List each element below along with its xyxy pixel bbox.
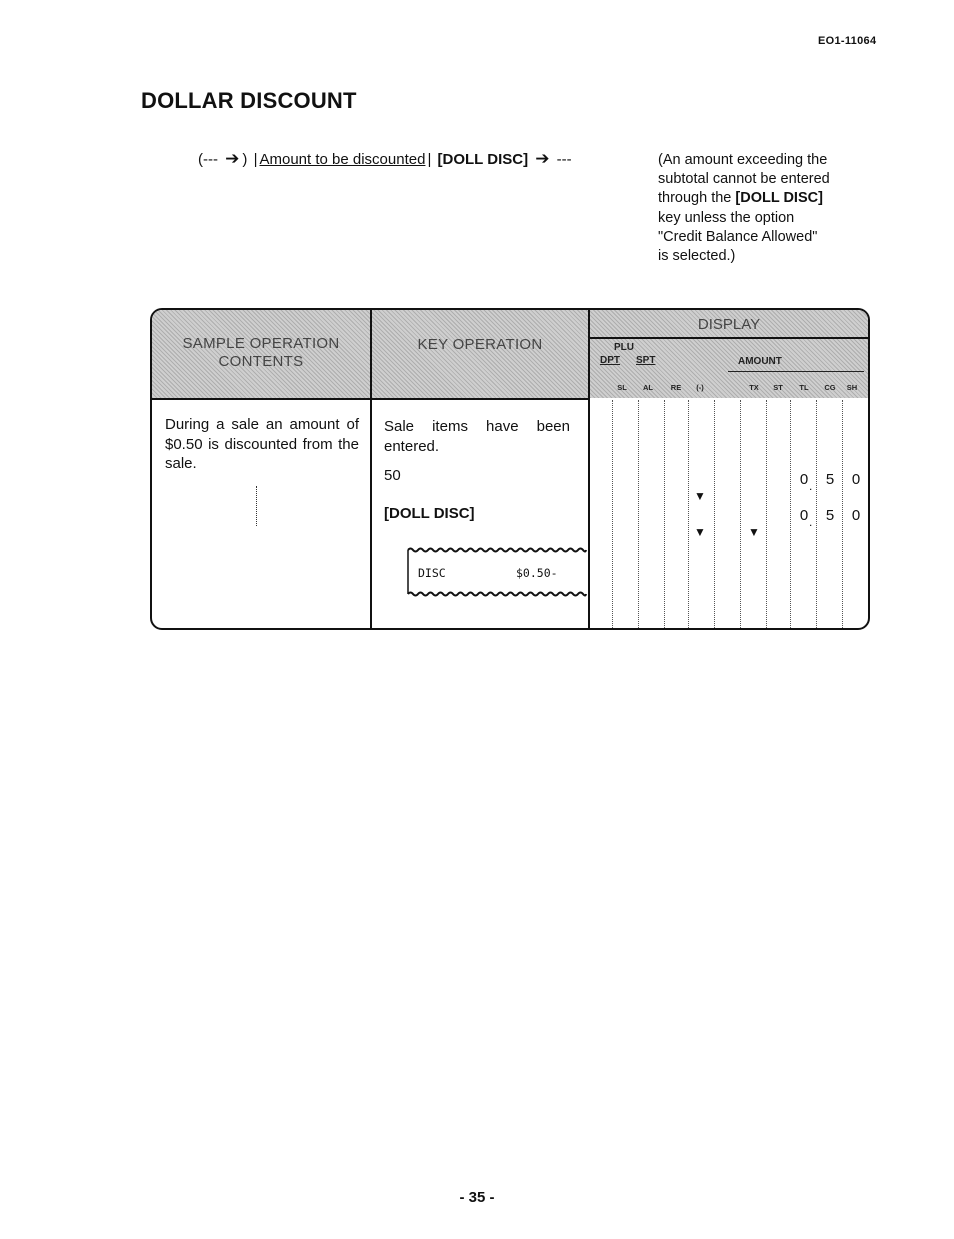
display-digit: 5 [825,507,835,524]
indicator-label: AL [643,383,653,392]
operation-table [150,308,870,630]
receipt-strip [406,538,588,604]
plu-label: PLU [614,342,634,353]
display-digit: 5 [825,471,835,488]
right-arrow-icon: ➔ [225,149,240,168]
sample-operation-column [152,310,372,628]
receipt-amount: $0.50- [516,566,558,580]
note-text: through the [658,190,736,207]
display-column-divider [714,400,715,628]
sample-description: During a sale an amount of $0.50 is discounted from the sale. [165,416,359,472]
header-label: DISPLAY [697,316,761,333]
note-line: key unless the option [658,209,795,226]
display-digit: 0 [799,471,809,488]
syntax-close: ) [242,151,248,168]
display-column-divider [664,400,665,628]
indicator-on-triangle-icon: ▼ [694,489,706,503]
amount-placeholder: Amount to be discounted [259,151,426,168]
credit-balance-note [658,151,868,266]
key-op-intro: Sale items have been entered. [384,418,570,455]
display-digit: 0 [851,507,861,524]
display-subheader [590,339,868,398]
indicator-label: CG [824,383,836,392]
receipt-label: DISC [418,566,446,580]
amount-label: AMOUNT [738,356,782,367]
key-operation-column [372,310,590,628]
indicator-label: SH [846,383,858,392]
syntax-tail: --- [556,151,572,168]
dotted-divider [256,486,257,526]
display-column-divider [816,400,817,628]
display-column-divider [688,400,689,628]
indicator-label: TX [749,383,759,392]
display-column-divider [842,400,843,628]
display-header [590,310,868,339]
indicator-label: TL [799,383,809,392]
doll-disc-key-label: [DOLL DISC] [735,190,823,207]
sample-operation-header [152,310,370,400]
display-column-divider [790,400,791,628]
header-label: CONTENTS [218,353,304,370]
display-column-divider [766,400,767,628]
note-line: subtotal cannot be entered [658,171,830,188]
decimal-point: . [809,479,813,493]
indicator-label: RE [670,383,682,392]
display-column-divider [638,400,639,628]
dpt-label: DPT [600,355,620,366]
header-label: SAMPLE OPERATION [182,335,340,352]
note-line: is selected.) [658,248,736,265]
note-line: "Credit Balance Allowed" [658,228,818,245]
document-number: EO1-11064 [818,35,877,47]
key-op-doll-disc: [DOLL DISC] [384,505,475,522]
syntax-open: (--- [198,151,218,168]
display-column [590,310,868,628]
indicator-label: (-) [696,383,704,392]
key-operation-header [372,310,588,400]
note-line [658,189,868,208]
amount-rule [728,371,864,372]
display-digit: 0 [851,471,861,488]
page-number: - 35 - [459,1189,495,1206]
page-title: DOLLAR DISCOUNT [141,88,357,113]
display-digit: 0 [799,507,809,524]
indicator-row [590,379,868,397]
indicator-on-triangle-icon: ▼ [748,525,760,539]
indicator-on-triangle-icon: ▼ [694,525,706,539]
right-arrow-icon: ➔ [535,149,550,168]
display-column-divider [740,400,741,628]
display-column-divider [612,400,613,628]
separator-bar: | [427,151,432,168]
separator-bar: | [253,151,258,168]
doll-disc-key-label: [DOLL DISC] [437,151,529,168]
key-sequence-syntax [198,149,572,169]
indicator-label: ST [773,383,783,392]
key-op-amount: 50 [384,467,401,484]
note-line: (An amount exceeding the [658,152,828,168]
display-grid [590,400,868,628]
header-label: KEY OPERATION [417,336,543,353]
spt-label: SPT [636,355,656,366]
indicator-label: SL [617,383,627,392]
decimal-point: . [809,515,813,529]
